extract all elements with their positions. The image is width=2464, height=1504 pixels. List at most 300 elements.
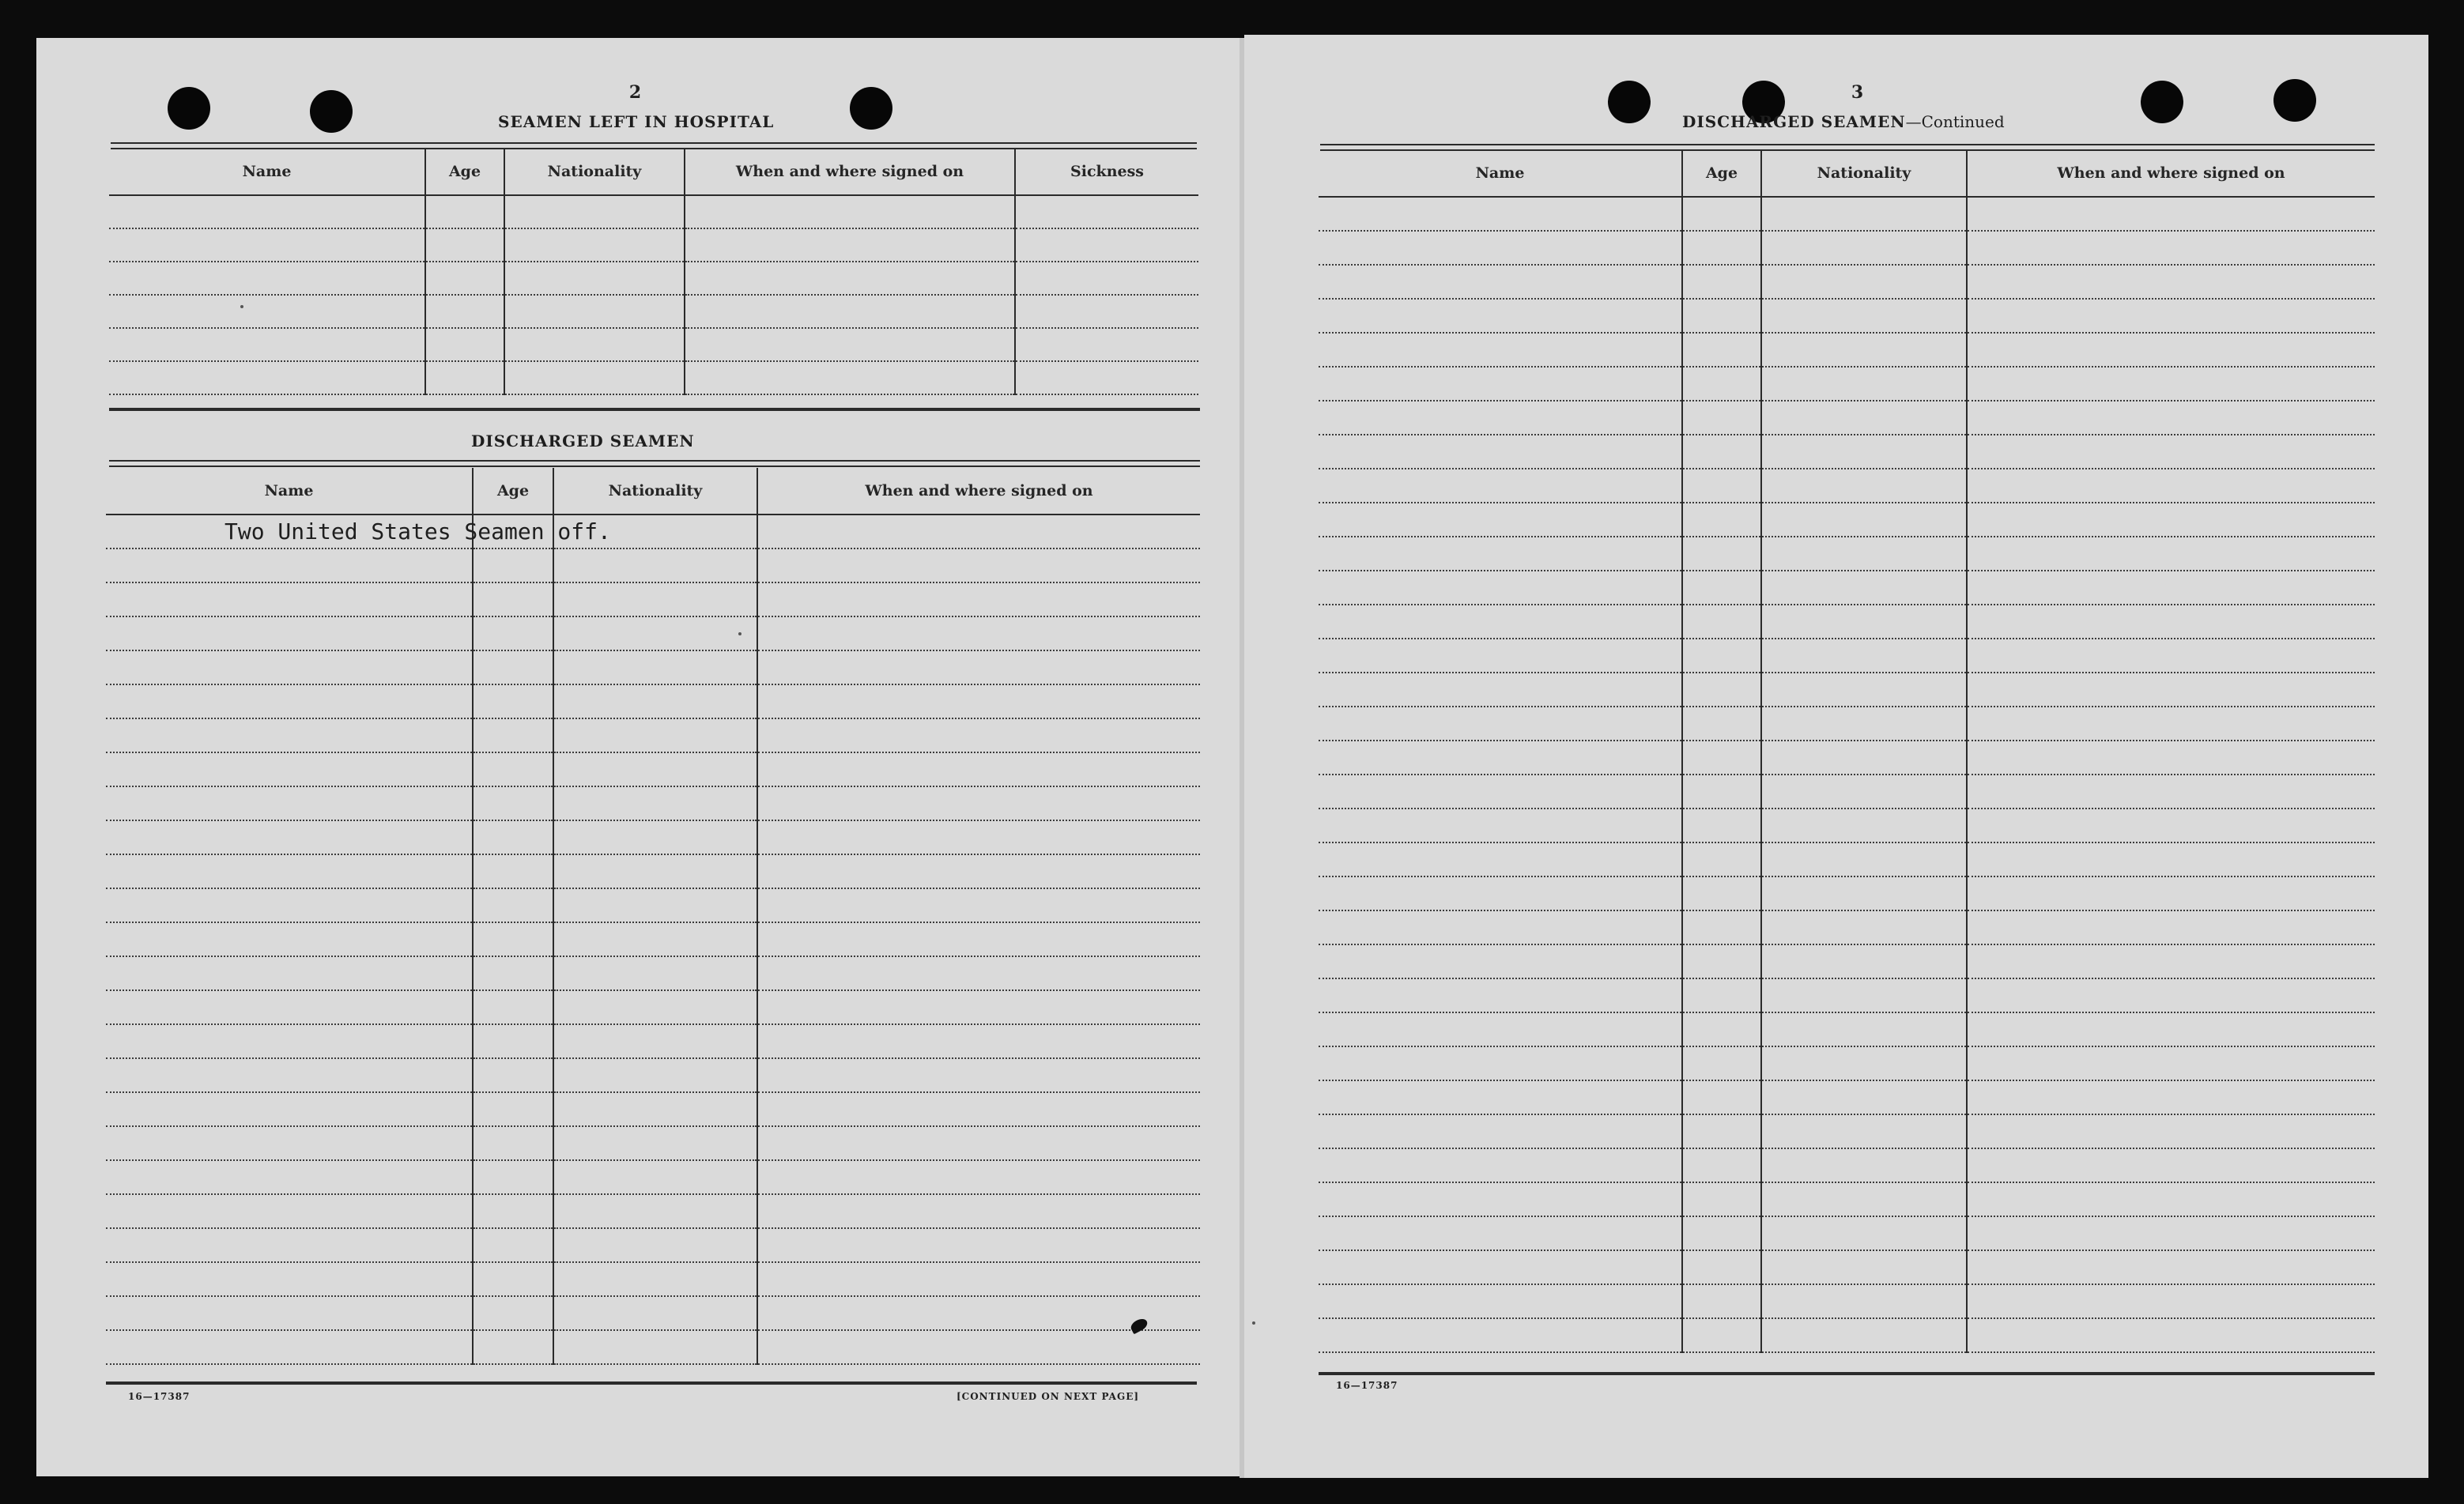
table-row bbox=[1319, 571, 2375, 605]
table-row bbox=[106, 752, 1200, 786]
table-cell bbox=[1682, 639, 1761, 673]
table-cell bbox=[106, 990, 473, 1024]
table-cell bbox=[1319, 435, 1682, 469]
table-row bbox=[106, 1296, 1200, 1330]
table-cell bbox=[1761, 1318, 1967, 1352]
table-cell bbox=[1761, 1046, 1967, 1080]
table-cell bbox=[1319, 1046, 1682, 1080]
table-cell bbox=[1967, 571, 2375, 605]
table-cell bbox=[473, 1194, 553, 1228]
table-cell bbox=[685, 195, 1015, 228]
table-row bbox=[1319, 401, 2375, 435]
table-row bbox=[106, 1228, 1200, 1262]
table-row bbox=[109, 195, 1198, 228]
table-cell bbox=[1319, 809, 1682, 842]
table-cell bbox=[757, 752, 1200, 786]
table-cell bbox=[1682, 1216, 1761, 1250]
table-cell bbox=[109, 262, 425, 295]
table-cell bbox=[1319, 503, 1682, 537]
table-cell bbox=[1319, 944, 1682, 978]
table-cell bbox=[473, 990, 553, 1024]
table-cell bbox=[106, 1194, 473, 1228]
table-cell bbox=[1682, 367, 1761, 401]
table-cell bbox=[106, 786, 473, 820]
table-cell bbox=[1682, 1182, 1761, 1216]
table-cell bbox=[473, 1160, 553, 1194]
table-cell bbox=[1682, 1318, 1761, 1352]
table-cell bbox=[106, 922, 473, 956]
table-cell bbox=[425, 195, 504, 228]
table-cell bbox=[553, 1160, 757, 1194]
table-cell bbox=[1015, 195, 1198, 228]
table-cell bbox=[1761, 876, 1967, 910]
table-cell bbox=[109, 328, 425, 361]
table-cell bbox=[1967, 809, 2375, 842]
table-cell bbox=[553, 1262, 757, 1296]
table-cell bbox=[553, 684, 757, 718]
table-row bbox=[106, 684, 1200, 718]
table-cell bbox=[106, 582, 473, 616]
table-cell bbox=[1682, 1012, 1761, 1046]
table-cell bbox=[1682, 842, 1761, 876]
table-cell bbox=[1967, 299, 2375, 333]
form-number: 16—17387 bbox=[128, 1391, 191, 1402]
table-cell bbox=[1761, 503, 1967, 537]
table-cell bbox=[553, 956, 757, 990]
table-cell bbox=[106, 956, 473, 990]
table-cell bbox=[1761, 707, 1967, 741]
table-row bbox=[106, 956, 1200, 990]
table-cell bbox=[473, 1092, 553, 1126]
table-cell bbox=[1967, 231, 2375, 265]
table-row bbox=[1319, 197, 2375, 231]
table-cell bbox=[106, 1058, 473, 1092]
table-cell bbox=[473, 922, 553, 956]
table-row bbox=[1319, 1046, 2375, 1080]
table-cell bbox=[553, 650, 757, 684]
discharged-continued-table bbox=[1319, 150, 2375, 1353]
table-cell bbox=[553, 990, 757, 1024]
table-cell bbox=[1761, 367, 1967, 401]
column-header-signed-on: When and where signed on bbox=[685, 149, 1015, 195]
table-cell bbox=[473, 582, 553, 616]
form-number: 16—17387 bbox=[1336, 1380, 1398, 1391]
table-cell bbox=[1967, 876, 2375, 910]
table-cell bbox=[553, 1194, 757, 1228]
table-row bbox=[106, 1160, 1200, 1194]
table-cell bbox=[106, 820, 473, 854]
table-cell bbox=[1761, 605, 1967, 639]
table-cell bbox=[553, 1330, 757, 1364]
column-header-nationality: Nationality bbox=[504, 149, 685, 195]
table-cell bbox=[553, 582, 757, 616]
table-row bbox=[1319, 1114, 2375, 1148]
table-cell bbox=[553, 616, 757, 650]
table-cell bbox=[1761, 571, 1967, 605]
table-cell bbox=[553, 1228, 757, 1262]
table-cell bbox=[1319, 1182, 1682, 1216]
table-cell bbox=[1761, 842, 1967, 876]
table-cell bbox=[1682, 1148, 1761, 1182]
table-cell bbox=[553, 922, 757, 956]
ink-speck bbox=[240, 305, 243, 308]
table-cell bbox=[109, 228, 425, 262]
table-row bbox=[106, 820, 1200, 854]
table-cell bbox=[473, 1262, 553, 1296]
table-cell bbox=[1319, 299, 1682, 333]
table-cell bbox=[757, 1194, 1200, 1228]
column-header-name: Name bbox=[109, 149, 425, 195]
table-cell bbox=[1319, 469, 1682, 503]
table-cell bbox=[1761, 809, 1967, 842]
table-cell bbox=[1967, 707, 2375, 741]
table-cell bbox=[1682, 605, 1761, 639]
table-cell bbox=[1319, 842, 1682, 876]
table-cell bbox=[1682, 571, 1761, 605]
punch-hole bbox=[2273, 79, 2316, 122]
table-cell bbox=[757, 820, 1200, 854]
column-header-age: Age bbox=[1682, 150, 1761, 197]
table-cell bbox=[1682, 1284, 1761, 1318]
column-header-signed-on: When and where signed on bbox=[1967, 150, 2375, 197]
table-cell bbox=[1682, 503, 1761, 537]
table-cell bbox=[473, 684, 553, 718]
table-row bbox=[109, 228, 1198, 262]
table-cell bbox=[1015, 361, 1198, 394]
table-cell bbox=[1319, 639, 1682, 673]
table-cell bbox=[425, 328, 504, 361]
table-row bbox=[1319, 537, 2375, 571]
table-row bbox=[106, 1330, 1200, 1364]
table-cell bbox=[1967, 673, 2375, 707]
column-header-age: Age bbox=[425, 149, 504, 195]
table-cell bbox=[1967, 1182, 2375, 1216]
table-cell bbox=[757, 922, 1200, 956]
table-cell bbox=[473, 820, 553, 854]
table-cell bbox=[757, 990, 1200, 1024]
table-cell bbox=[757, 1058, 1200, 1092]
table-cell bbox=[1682, 435, 1761, 469]
table-cell bbox=[685, 328, 1015, 361]
table-cell bbox=[1967, 1080, 2375, 1114]
table-cell bbox=[1319, 231, 1682, 265]
table-cell bbox=[1967, 1114, 2375, 1148]
table-row bbox=[1319, 367, 2375, 401]
table-row bbox=[106, 854, 1200, 888]
table-row bbox=[1319, 469, 2375, 503]
table-cell bbox=[1319, 978, 1682, 1012]
table-cell bbox=[1761, 333, 1967, 367]
table-cell bbox=[757, 582, 1200, 616]
table-cell bbox=[1761, 401, 1967, 435]
table-cell bbox=[504, 228, 685, 262]
column-header-age: Age bbox=[473, 468, 553, 515]
table-cell bbox=[757, 548, 1200, 582]
table-cell bbox=[757, 956, 1200, 990]
table-row bbox=[1319, 1012, 2375, 1046]
table-row bbox=[1319, 1284, 2375, 1318]
table-cell bbox=[106, 1092, 473, 1126]
table-cell bbox=[1319, 537, 1682, 571]
table-row bbox=[1319, 876, 2375, 910]
table-cell bbox=[757, 1160, 1200, 1194]
table-cell bbox=[1967, 435, 2375, 469]
table-cell bbox=[1319, 571, 1682, 605]
table-cell bbox=[757, 650, 1200, 684]
table-row bbox=[106, 888, 1200, 922]
table-row bbox=[109, 262, 1198, 295]
table-cell bbox=[1761, 1216, 1967, 1250]
table-cell bbox=[757, 888, 1200, 922]
table-cell bbox=[757, 786, 1200, 820]
table-cell bbox=[1015, 262, 1198, 295]
table-row bbox=[106, 1058, 1200, 1092]
table-cell bbox=[1682, 1114, 1761, 1148]
table-row bbox=[1319, 1318, 2375, 1352]
table-cell bbox=[473, 616, 553, 650]
table-cell bbox=[106, 1330, 473, 1364]
table-row bbox=[1319, 673, 2375, 707]
table-cell bbox=[473, 718, 553, 752]
table-cell bbox=[757, 684, 1200, 718]
table-row bbox=[1319, 1080, 2375, 1114]
discharged-continued-title bbox=[1682, 112, 2005, 131]
punch-hole bbox=[1608, 81, 1651, 123]
table-cell bbox=[757, 1092, 1200, 1126]
table-cell bbox=[1682, 741, 1761, 775]
table-cell bbox=[1967, 1216, 2375, 1250]
hospital-bottom-rule bbox=[109, 408, 1200, 411]
discharged-section-title: DISCHARGED SEAMEN bbox=[471, 432, 695, 450]
table-cell bbox=[1682, 231, 1761, 265]
table-row bbox=[1319, 435, 2375, 469]
table-row bbox=[106, 922, 1200, 956]
table-cell bbox=[1967, 910, 2375, 944]
table-row bbox=[106, 515, 1200, 548]
table-cell bbox=[1967, 1284, 2375, 1318]
table-row bbox=[1319, 707, 2375, 741]
table-cell bbox=[504, 195, 685, 228]
table-row bbox=[1319, 1182, 2375, 1216]
table-cell bbox=[106, 854, 473, 888]
table-cell bbox=[473, 1126, 553, 1160]
table-row bbox=[1319, 299, 2375, 333]
table-cell bbox=[757, 1126, 1200, 1160]
table-cell bbox=[1682, 775, 1761, 809]
table-cell bbox=[1761, 1148, 1967, 1182]
table-cell bbox=[1682, 978, 1761, 1012]
table-cell bbox=[109, 361, 425, 394]
table-cell bbox=[1319, 910, 1682, 944]
table-row bbox=[1319, 503, 2375, 537]
punch-hole bbox=[2141, 81, 2183, 123]
table-cell bbox=[757, 854, 1200, 888]
table-cell bbox=[1682, 910, 1761, 944]
table-cell bbox=[1682, 537, 1761, 571]
table-cell bbox=[1761, 775, 1967, 809]
table-cell bbox=[1967, 944, 2375, 978]
table-cell bbox=[1682, 707, 1761, 741]
table-cell bbox=[1761, 299, 1967, 333]
table-cell bbox=[473, 650, 553, 684]
table-cell bbox=[425, 295, 504, 328]
table-cell bbox=[1682, 401, 1761, 435]
table-cell bbox=[1761, 537, 1967, 571]
table-row bbox=[1319, 842, 2375, 876]
table-cell bbox=[1967, 1148, 2375, 1182]
table-cell bbox=[1761, 1250, 1967, 1284]
table-cell bbox=[553, 1296, 757, 1330]
table-cell bbox=[1967, 1318, 2375, 1352]
table-cell bbox=[1319, 1318, 1682, 1352]
table-row bbox=[106, 650, 1200, 684]
table-cell bbox=[1967, 367, 2375, 401]
table-cell bbox=[1319, 1012, 1682, 1046]
table-row bbox=[106, 616, 1200, 650]
table-cell bbox=[1761, 1080, 1967, 1114]
table-cell bbox=[1761, 741, 1967, 775]
table-cell bbox=[1967, 639, 2375, 673]
column-header-signed-on: When and where signed on bbox=[757, 468, 1200, 515]
table-row bbox=[1319, 809, 2375, 842]
table-cell bbox=[106, 1262, 473, 1296]
table-cell bbox=[1319, 673, 1682, 707]
table-cell bbox=[1015, 295, 1198, 328]
table-cell bbox=[553, 1058, 757, 1092]
table-cell bbox=[553, 752, 757, 786]
table-cell bbox=[473, 888, 553, 922]
table-cell bbox=[1967, 842, 2375, 876]
ink-speck bbox=[738, 632, 741, 635]
table-cell bbox=[1967, 978, 2375, 1012]
table-cell bbox=[1761, 1012, 1967, 1046]
table-cell bbox=[1319, 1284, 1682, 1318]
table-cell bbox=[1682, 809, 1761, 842]
table-cell bbox=[553, 718, 757, 752]
table-cell bbox=[1761, 435, 1967, 469]
table-cell bbox=[504, 262, 685, 295]
table-cell bbox=[473, 1024, 553, 1058]
table-cell bbox=[1967, 265, 2375, 299]
column-header-name: Name bbox=[1319, 150, 1682, 197]
continued-note: [CONTINUED ON NEXT PAGE] bbox=[957, 1391, 1140, 1402]
table-cell bbox=[1319, 1114, 1682, 1148]
table-cell bbox=[1761, 639, 1967, 673]
table-cell bbox=[1761, 910, 1967, 944]
table-cell bbox=[1682, 333, 1761, 367]
table-cell bbox=[1682, 1046, 1761, 1080]
discharged-continued-suffix: —Continued bbox=[1905, 112, 2005, 131]
punch-hole bbox=[168, 87, 210, 130]
table-cell bbox=[473, 1058, 553, 1092]
table-row bbox=[106, 1126, 1200, 1160]
table-cell bbox=[1761, 231, 1967, 265]
table-row bbox=[106, 990, 1200, 1024]
table-cell bbox=[685, 295, 1015, 328]
table-cell bbox=[757, 1330, 1200, 1364]
table-cell bbox=[473, 548, 553, 582]
table-cell bbox=[504, 328, 685, 361]
table-cell bbox=[1967, 469, 2375, 503]
discharged-double-rule bbox=[109, 460, 1200, 467]
table-row bbox=[109, 328, 1198, 361]
table-cell bbox=[106, 684, 473, 718]
table-cell bbox=[1761, 944, 1967, 978]
table-cell bbox=[1015, 228, 1198, 262]
table-cell bbox=[1967, 503, 2375, 537]
table-cell bbox=[1319, 741, 1682, 775]
table-cell bbox=[685, 361, 1015, 394]
ink-speck bbox=[1252, 1321, 1255, 1325]
table-row bbox=[1319, 333, 2375, 367]
table-cell bbox=[757, 718, 1200, 752]
table-cell bbox=[757, 1024, 1200, 1058]
table-cell bbox=[553, 786, 757, 820]
left-page bbox=[36, 38, 1244, 1476]
page-number: 3 bbox=[1851, 82, 1865, 103]
table-cell bbox=[425, 361, 504, 394]
table-row bbox=[109, 361, 1198, 394]
table-cell bbox=[425, 228, 504, 262]
table-cell bbox=[553, 888, 757, 922]
table-cell bbox=[1967, 401, 2375, 435]
table-cell bbox=[1967, 605, 2375, 639]
table-cell bbox=[106, 616, 473, 650]
table-cell bbox=[109, 195, 425, 228]
table-cell bbox=[473, 956, 553, 990]
table-cell bbox=[1761, 1284, 1967, 1318]
table-row bbox=[106, 1194, 1200, 1228]
table-cell bbox=[1319, 775, 1682, 809]
table-cell bbox=[1761, 673, 1967, 707]
table-cell bbox=[1682, 299, 1761, 333]
table-cell bbox=[1319, 1080, 1682, 1114]
table-cell bbox=[1761, 197, 1967, 231]
table-row bbox=[1319, 639, 2375, 673]
table-cell bbox=[553, 548, 757, 582]
table-row bbox=[1319, 1216, 2375, 1250]
table-row bbox=[1319, 944, 2375, 978]
table-cell bbox=[106, 548, 473, 582]
hospital-section-title: SEAMEN LEFT IN HOSPITAL bbox=[498, 112, 775, 131]
table-row bbox=[106, 718, 1200, 752]
table-cell bbox=[106, 650, 473, 684]
table-cell bbox=[1319, 876, 1682, 910]
right-page bbox=[1244, 35, 2428, 1478]
table-cell bbox=[106, 1126, 473, 1160]
table-cell bbox=[473, 786, 553, 820]
table-cell bbox=[1967, 197, 2375, 231]
page-number: 2 bbox=[628, 82, 643, 103]
table-cell bbox=[1319, 1250, 1682, 1284]
table-cell bbox=[504, 361, 685, 394]
table-row bbox=[106, 582, 1200, 616]
table-row bbox=[1319, 775, 2375, 809]
table-cell bbox=[1319, 333, 1682, 367]
table-cell bbox=[106, 752, 473, 786]
table-cell bbox=[473, 752, 553, 786]
table-cell bbox=[106, 718, 473, 752]
table-row bbox=[106, 548, 1200, 582]
table-cell bbox=[553, 1126, 757, 1160]
table-row bbox=[1319, 231, 2375, 265]
typed-entry: Two United States Seamen off. bbox=[106, 515, 473, 548]
punch-hole bbox=[310, 90, 353, 133]
table-cell bbox=[1682, 265, 1761, 299]
discharged-continued-title-main: DISCHARGED SEAMEN bbox=[1682, 112, 1906, 131]
table-cell bbox=[1319, 367, 1682, 401]
table-cell bbox=[685, 262, 1015, 295]
